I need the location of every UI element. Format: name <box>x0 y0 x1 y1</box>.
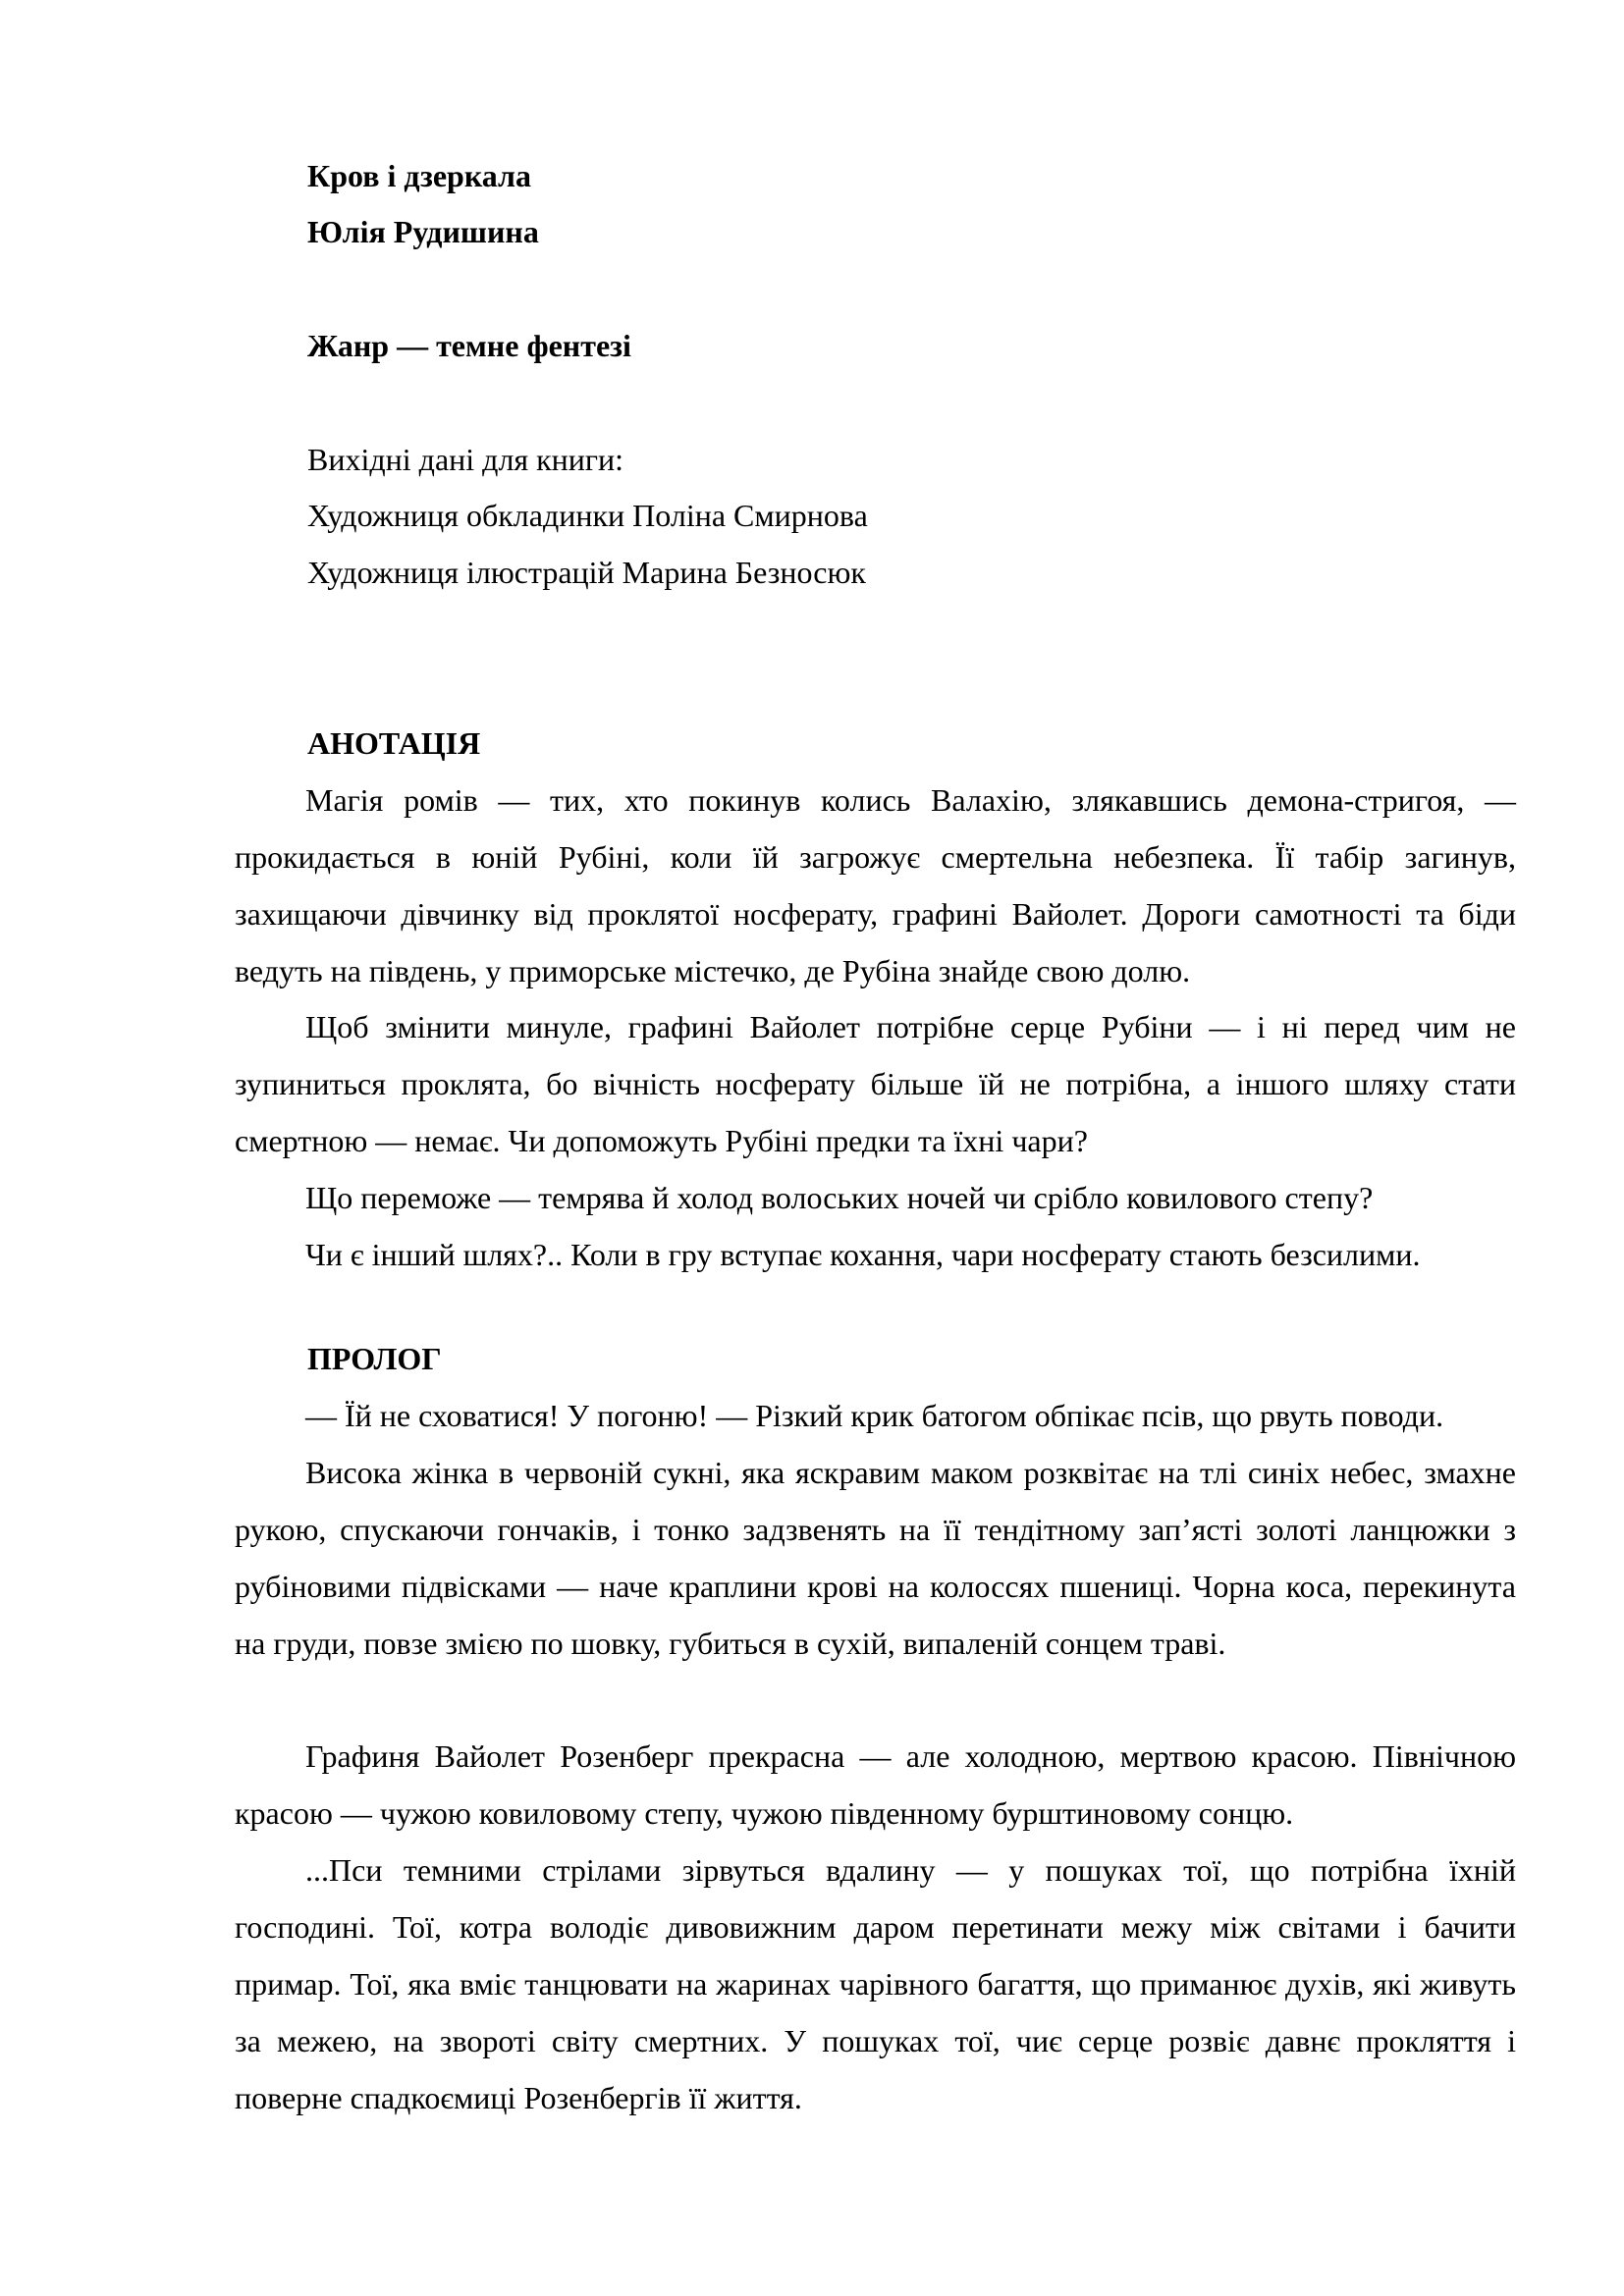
annotation-paragraph: Щоб змінити минуле, графині Вайолет потрібне серце Рубіни — і ні перед чим не зупиниться проклята, бо вічність носферату більше їй не потрібна, а іншого шляху стати смертною — немає. Чи допоможуть Рубіні предки та їхні чари? <box>235 1009 1516 1158</box>
book-author: Юлія Рудишина <box>307 214 539 249</box>
annotation-heading: АНОТАЦІЯ <box>307 725 481 761</box>
imprint-illustrator: Художниця ілюстрацій Марина Безносюк <box>307 555 866 590</box>
imprint-cover-artist: Художниця обкладинки Поліна Смирнова <box>307 498 868 533</box>
annotation-paragraph: Магія ромів — тих, хто покинув колись Валахію, злякавшись демона-стригоя, — прокидається в юній Рубіні, коли їй загрожує смертельна небезпека. Її табір загинув, захищаючи дівчинку від проклятої носферату, графині Вайолет. Дороги самотності та біди ведуть на південь, у приморське містечко, де Рубіна знайде свою долю. <box>235 782 1516 988</box>
prologue-heading: ПРОЛОГ <box>307 1341 442 1376</box>
book-title: Кров і дзеркала <box>307 158 531 193</box>
annotation-paragraph: Що переможе — темрява й холод волоських ночей чи срібло ковилового степу? <box>305 1180 1374 1215</box>
book-genre: Жанр — темне фентезі <box>307 328 631 363</box>
imprint-heading: Вихідні дані для книги: <box>307 442 624 477</box>
prologue-paragraph: Графиня Вайолет Розенберг прекрасна — але холодною, мертвою красою. Північною красою — чужою ковиловому степу, чужою південному бурштиновому сонцю. <box>235 1738 1516 1831</box>
annotation-paragraph: Чи є інший шлях?.. Коли в гру вступає кохання, чари носферату стають безсилими. <box>305 1237 1421 1272</box>
prologue-paragraph: Висока жінка в червоній сукні, яка яскравим маком розквітає на тлі синіх небес, змахне рукою, спускаючи гончаків, і тонко задзвенять на її тендітному зап’ясті золоті ланцюжки з рубіновими підвісками — наче краплини крові на колоссях пшениці. Чорна коса, перекинута на груди, повзе змією по шовку, губиться в сухій, випаленій сонцем траві. <box>235 1455 1516 1661</box>
prologue-paragraph: — Їй не сховатися! У погоню! — Різкий крик батогом обпікає псів, що рвуть поводи. <box>305 1398 1444 1433</box>
prologue-paragraph: ...Пси темними стрілами зірвуться вдалину — у пошуках тої, що потрібна їхній господині. Тої, котра володіє дивовижним даром перетинати межу між світами і бачити примар. Тої, яка вміє танцювати на жаринах чарівного багаття, що приманює духів, які живуть за межею, на звороті світу смертних. У пошуках тої, чиє серце розвіє давнє прокляття і поверне спадкоємиці Розенбергів її життя. <box>235 1852 1516 2115</box>
